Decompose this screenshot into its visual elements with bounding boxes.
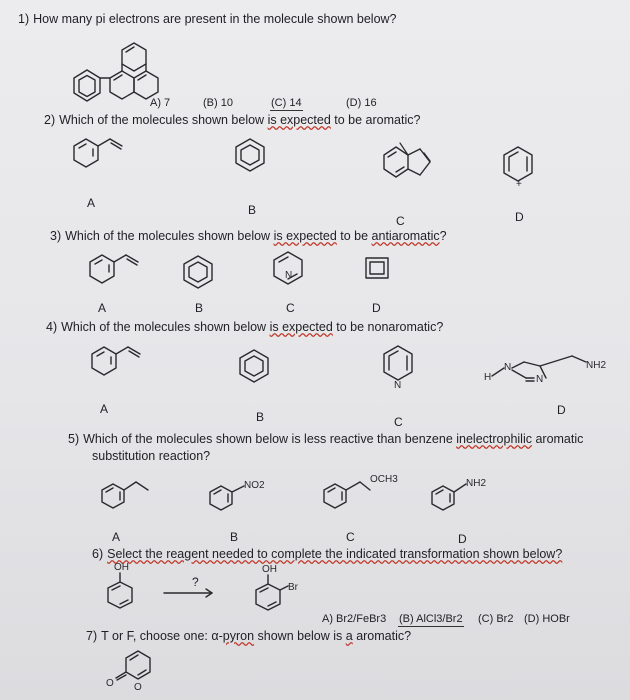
- question-4: 4) Which of the molecules shown below is expected to be nonaromatic?: [46, 320, 444, 334]
- q6-reactant-oh: OH: [114, 562, 129, 573]
- q2-label-d[interactable]: D: [515, 210, 524, 224]
- q5-label-d[interactable]: D: [458, 532, 467, 546]
- question-2: 2) Which of the molecules shown below is expected to be aromatic?: [44, 113, 421, 127]
- q3-molecule-a: [82, 248, 152, 292]
- q3-label-a[interactable]: A: [98, 301, 107, 315]
- q5-molecule-b: [204, 474, 294, 518]
- q6-option-d[interactable]: (D) HOBr: [524, 613, 570, 625]
- svg-text:+: +: [516, 179, 522, 190]
- q1-option-b[interactable]: (B) 10: [203, 97, 233, 109]
- q6-option-c[interactable]: (C) Br2: [478, 613, 514, 625]
- q6-question-mark: ?: [192, 575, 199, 589]
- q2-molecule-d: [498, 145, 542, 195]
- q3-molecule-b: [178, 252, 222, 298]
- q4-atom-h: H: [484, 372, 492, 383]
- q4-molecule-a: [84, 340, 154, 384]
- q4-molecule-d: [482, 348, 622, 394]
- question-1: 1) How many pi electrons are present in the molecule shown below?: [18, 12, 397, 26]
- q4-label-a[interactable]: A: [100, 402, 109, 416]
- q7-molecule: [102, 644, 172, 696]
- q3-label-d[interactable]: D: [372, 301, 381, 315]
- q4-atom-n1: N: [504, 362, 512, 373]
- q3-label-c[interactable]: C: [286, 301, 295, 315]
- question-5: 5) Which of the molecules shown below is less reactive than benzene inelectrophilic aromatic: [68, 432, 584, 446]
- q4-molecule-b: [234, 346, 278, 392]
- q5-molecule-d: [426, 472, 516, 518]
- q5-group-no2: NO2: [244, 480, 265, 491]
- q7-atom-o-exo: O: [106, 678, 114, 689]
- q5-label-c[interactable]: C: [346, 530, 355, 544]
- q2-label-b[interactable]: B: [248, 203, 257, 217]
- q6-product-br: Br: [288, 582, 298, 593]
- q5-label-b[interactable]: B: [230, 530, 239, 544]
- q6-product-oh: OH: [262, 564, 277, 575]
- question-5-line2: substitution reaction?: [92, 449, 211, 463]
- q4-atom-n: N: [394, 380, 402, 391]
- question-7: 7) T or F, choose one: α-pyron shown below is a aromatic?: [86, 629, 412, 643]
- q1-option-a[interactable]: A) 7: [150, 97, 171, 109]
- q6-option-b[interactable]: (B) AlCl3/Br2: [399, 613, 463, 625]
- q3-label-b[interactable]: B: [195, 301, 204, 315]
- q1-option-c[interactable]: (C) 14: [271, 97, 302, 109]
- q3-molecule-c: [268, 248, 316, 298]
- q5-label-a[interactable]: A: [112, 530, 121, 544]
- q2-label-a[interactable]: A: [87, 196, 96, 210]
- q6-arrow: [160, 588, 220, 598]
- q6-option-a[interactable]: A) Br2/FeBr3: [322, 613, 387, 625]
- q6-product: [246, 562, 310, 624]
- q4-label-b[interactable]: B: [256, 410, 265, 424]
- q4-label-c[interactable]: C: [394, 415, 403, 429]
- q5-group-och3: OCH3: [370, 474, 398, 485]
- q5-molecule-a: [96, 472, 166, 516]
- q5-group-nh2: NH2: [466, 478, 487, 489]
- q2-molecule-b: [230, 135, 274, 181]
- q4-molecule-c: [378, 344, 424, 394]
- q4-nh2: NH2: [586, 360, 607, 371]
- q2-molecule-c: [378, 133, 440, 189]
- q1-option-d[interactable]: (D) 16: [346, 97, 377, 109]
- q2-molecule-a: [66, 132, 136, 176]
- q5-molecule-c: [318, 470, 428, 516]
- question-6: 6) Select the reagent needed to complete the indicated transformation shown below?: [92, 547, 563, 561]
- q2-label-c[interactable]: C: [396, 214, 405, 228]
- q3-atom-n: N: [285, 270, 293, 281]
- q7-atom-o-ring: O: [134, 682, 142, 693]
- q6-reactant: [100, 560, 150, 620]
- q3-molecule-d: [362, 254, 398, 284]
- q4-atom-n2: N: [536, 374, 544, 385]
- q4-label-d[interactable]: D: [557, 403, 566, 417]
- question-3: 3) Which of the molecules shown below is expected to be antiaromatic?: [50, 229, 447, 243]
